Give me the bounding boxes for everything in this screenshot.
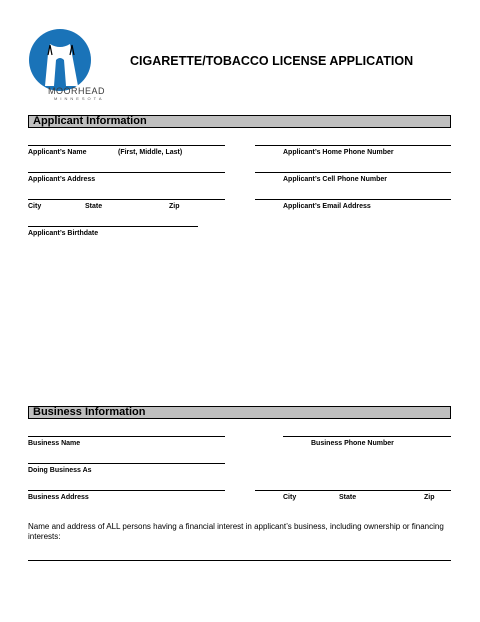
business-dba-field[interactable] <box>28 463 225 464</box>
applicant-zip-label: Zip <box>169 203 180 210</box>
logo-subtext: MINNESOTA <box>54 96 105 101</box>
business-state-label: State <box>339 494 357 501</box>
applicant-birthdate-label: Applicant’s Birthdate <box>28 230 99 237</box>
applicant-address-field[interactable] <box>28 172 225 173</box>
applicant-name-field[interactable] <box>28 145 225 146</box>
applicant-email-field[interactable] <box>255 199 451 200</box>
business-city-label: City <box>283 494 297 501</box>
business-name-label: Business Name <box>28 440 81 447</box>
business-phone-field[interactable] <box>283 436 451 437</box>
business-section-title: Business Information <box>33 406 146 418</box>
business-zip-label: Zip <box>424 494 435 501</box>
applicant-email-label: Applicant’s Email Address <box>283 203 371 210</box>
applicant-address-label: Applicant’s Address <box>28 176 96 183</box>
applicant-home-phone-label: Applicant’s Home Phone Number <box>283 149 394 156</box>
business-phone-label: Business Phone Number <box>311 440 394 447</box>
business-address-field[interactable] <box>28 490 225 491</box>
applicant-cell-phone-label: Applicant’s Cell Phone Number <box>283 176 387 183</box>
applicant-name-label: Applicant’s Name <box>28 149 87 156</box>
logo-text: MOORHEAD <box>48 86 106 96</box>
applicant-city-state-zip-field[interactable] <box>28 199 225 200</box>
applicant-state-label: State <box>85 203 103 210</box>
applicant-birthdate-field[interactable] <box>28 226 198 227</box>
financial-interest-text: Name and address of ALL persons having a financial interest in applicant’s business, including ownership or financing interests: <box>28 522 444 541</box>
business-city-state-zip-field[interactable] <box>255 490 451 491</box>
applicant-city-label: City <box>28 203 42 210</box>
financial-interest-field[interactable] <box>28 560 451 561</box>
business-dba-label: Doing Business As <box>28 467 92 474</box>
business-name-field[interactable] <box>28 436 225 437</box>
applicant-name-hint: (First, Middle, Last) <box>118 149 183 156</box>
page-title: CIGARETTE/TOBACCO LICENSE APPLICATION <box>130 54 414 68</box>
applicant-section-title: Applicant Information <box>33 115 147 127</box>
business-address-label: Business Address <box>28 494 89 501</box>
applicant-home-phone-field[interactable] <box>255 145 451 146</box>
applicant-cell-phone-field[interactable] <box>255 172 451 173</box>
